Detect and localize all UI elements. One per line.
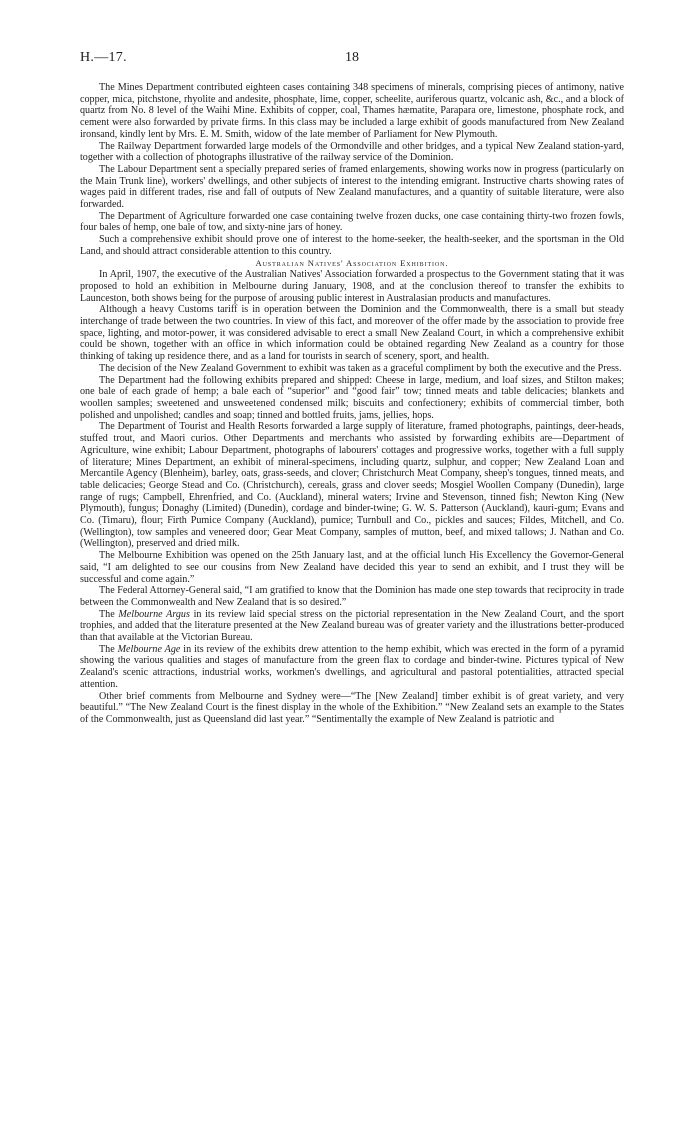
paragraph-agriculture: The Department of Agriculture forwarded one case containing twelve frozen ducks, one case containing thirty-two frozen fowls, four bales of hemp, one bale of tow, and sixty-nine jars of honey.	[80, 210, 624, 234]
paragraph-decision: The decision of the New Zealand Government to exhibit was taken as a graceful compliment by both the executive and the Press.	[99, 362, 622, 374]
paragraph-attorney-general: The Federal Attorney-General said, “I am gratified to know that the Dominion has made one step towards that reciprocity in trade between the Commonwealth and New Zealand that is so desired.”	[80, 585, 624, 608]
age-title: Melbourne Age	[117, 643, 181, 655]
paragraph-mines: The Mines Department contributed eighteen cases containing 348 specimens of minerals, comprising pieces of antimony, native copper, mica, pitchstone, rhyolite and andesite, phosphate, lime, copper, scheelite, auriferous quartz, volcanic ash, &c., and a block of quartz from No. 8 level of the Waihi Mine. Exhibits of copper, coal, Thames hæmatite, Parapara ore, limestone, phosphate rock, and cement were also forwarded by private firms. In this class may be included a large exhibit of goods manufactured from New Zealand ironsand, kindly lent by Mrs. E. M. Smith, widow of the late member of Parliament for New Plymouth.	[80, 82, 624, 140]
argus-title: Melbourne Argus	[118, 608, 190, 620]
paragraph-argus-review: The Melbourne Argus in its review laid special stress on the pictorial representation in the New Zealand Court, and the sport trophies, and added that the literature presented at the New Zealand bureau was of greater variety and the illustrations better-produced than that available at the Victorian Bureau.	[80, 608, 625, 644]
paragraph-railway: The Railway Department forwarded large models of the Ormondville and other bridges, and a typical New Zealand station-yard, together with a collection of photographs illustrative of the railway service of the Dominion.	[80, 140, 624, 164]
page-header	[80, 50, 624, 70]
paragraph-customs-tariff: Although a heavy Customs tariff is in operation between the Dominion and the Commonwealth, there is a small but steady interchange of trade between the two countries. In view of this fact, and moreover of the offer made by the association to provide free space, lighting, and motor-power, it was considered advisable to erect a small New Zealand Court, in which a comprehensive exhibit could be shown, together with an office in which information could be obtained regarding New Zealand as a country for those thinking of taking up residence there, and as a land for tourists in search of scenery, sport, and health.	[80, 304, 624, 363]
page-number: 18	[345, 50, 359, 65]
page-reference: H.—17.	[80, 50, 127, 65]
paragraph-age-review	[80, 644, 624, 691]
paragraph-prospectus: In April, 1907, the executive of the Australian Natives' Association forwarded a prospectus to the Government stating that it was proposed to hold an exhibition in Melbourne during January, 1908, and at the conclusion thereof to transfer the exhibits to Launceston, both shows being for the purpose of arousing public interest in Australasian products and manufactures.	[80, 269, 624, 304]
age-review-text: in its review of the exhibits drew attention to the hemp exhibit, which was erected in the form of a pyramid showing the various qualities and stages of manufacture from the green flax to cordage and binder-twine. Pictures typical of New Zealand's scenic attractions, industrial works, workmen's dwellings, and agricultural and pastoral potentialities, attracted special attention.	[80, 643, 624, 690]
paragraph-brief-comments: Other brief comments from Melbourne and Sydney were—“The [New Zealand] timber exhibit is of great variety, and very beautiful.” “The New Zealand Court is the finest display in the whole of the Exhibition.” “New Zealand sets an example to the States of the Commonwealth, just as Queensland did last year.” “Sentimentally the example of New Zealand is patriotic and	[80, 690, 624, 725]
argus-review-text: in its review laid special stress on the pictorial representation in the New Zealand Court, and the sport trophies, and added that the literature presented at the New Zealand bureau was of greater variety and the illustrations better-produced than that available at the Victorian Bureau.	[80, 608, 625, 644]
document-body	[80, 82, 624, 726]
section-heading: Australian Natives' Association Exhibition.	[255, 257, 449, 268]
paragraph-labour: The Labour Department sent a specially prepared series of framed enlargements, showing works now in progress (particularly on the Main Trunk line), workers' dwellings, and other subjects of interest to the intending emigrant. Instructive charts showing rates of wages paid in different trades, rise and fall of outputs of New Zealand manufactures, and a quantity of suitable literature, were also forwarded.	[80, 163, 624, 211]
paragraph-exhibits-shipped: The Department had the following exhibits prepared and shipped: Cheese in large, medium, and loaf sizes, and Stilton makes; one bale of each grade of hemp; a bale each of “superior” and “good fair” tow; tinned meats and table delicacies; blankets and woollen samples; sweetened and unsweetened condensed milk; biscuits and confectionery; exhibits of commercial timber, both polished and unpolished; candles and soap; tinned and bottled fruits, jams, jellies, hops.	[80, 374, 624, 421]
age-review-lead: The	[99, 643, 118, 655]
paragraph-exhibition-opened: The Melbourne Exhibition was opened on the 25th January last, and at the official lunch His Excellency the Governor-General said, “I am delighted to see our cousins from New Zealand have decided this year to send an exhibit, and I trust they will be successful and come again.”	[80, 550, 624, 585]
paragraph-comprehensive-exhibit: Such a comprehensive exhibit should prove one of interest to the home-seeker, the health-seeker, and the sportsman in the Old Land, and should attract considerable attention to this country.	[80, 234, 624, 257]
paragraph-tourist-department: The Department of Tourist and Health Resorts forwarded a large supply of literature, framed photographs, paintings, deer-heads, stuffed trout, and Maori curios. Other Departments and merchants who assisted by forwarding exhibits are—Department of Agriculture, wine exhibit; Labour Department, photographs of labourers' cottages and progressive works, together with a full supply of literature; Mines Department, an exhibit of mineral-specimens, including quartz, sulphur, and copper; New Zealand Loan and Mercantile Agency (Blenheim), barley, oats, grass-seeds, and clover; Christchurch Meat Company, sheep's tongues, tinned meats, and table delicacies; George Stead and Co. (Christchurch), cereals, grass and clover seeds; Mosgiel Woollen Company (Dunedin), large range of rugs; Campbell, Ehrenfried, and Co. (Auckland), mineral waters; Irvine and Stevenson, tinned fish; Newton King (New Plymouth), fungus; Donaghy (Limited) (Dunedin), cordage and binder-twine; G. W. S. Patterson (Auckland), kauri-gum; Evans and Co. (Timaru), flour; Firth Pumice Company (Auckland), pumice; Turnbull and Co., pickles and sauces; Fildes, Mitchell, and Co. (Wellington), tow samples and veneered door; Gear Meat Company, samples of mutton, beef, and mixed tallows; J. Nathan and Co. (Wellington), preserved and dried milk.	[80, 421, 624, 550]
